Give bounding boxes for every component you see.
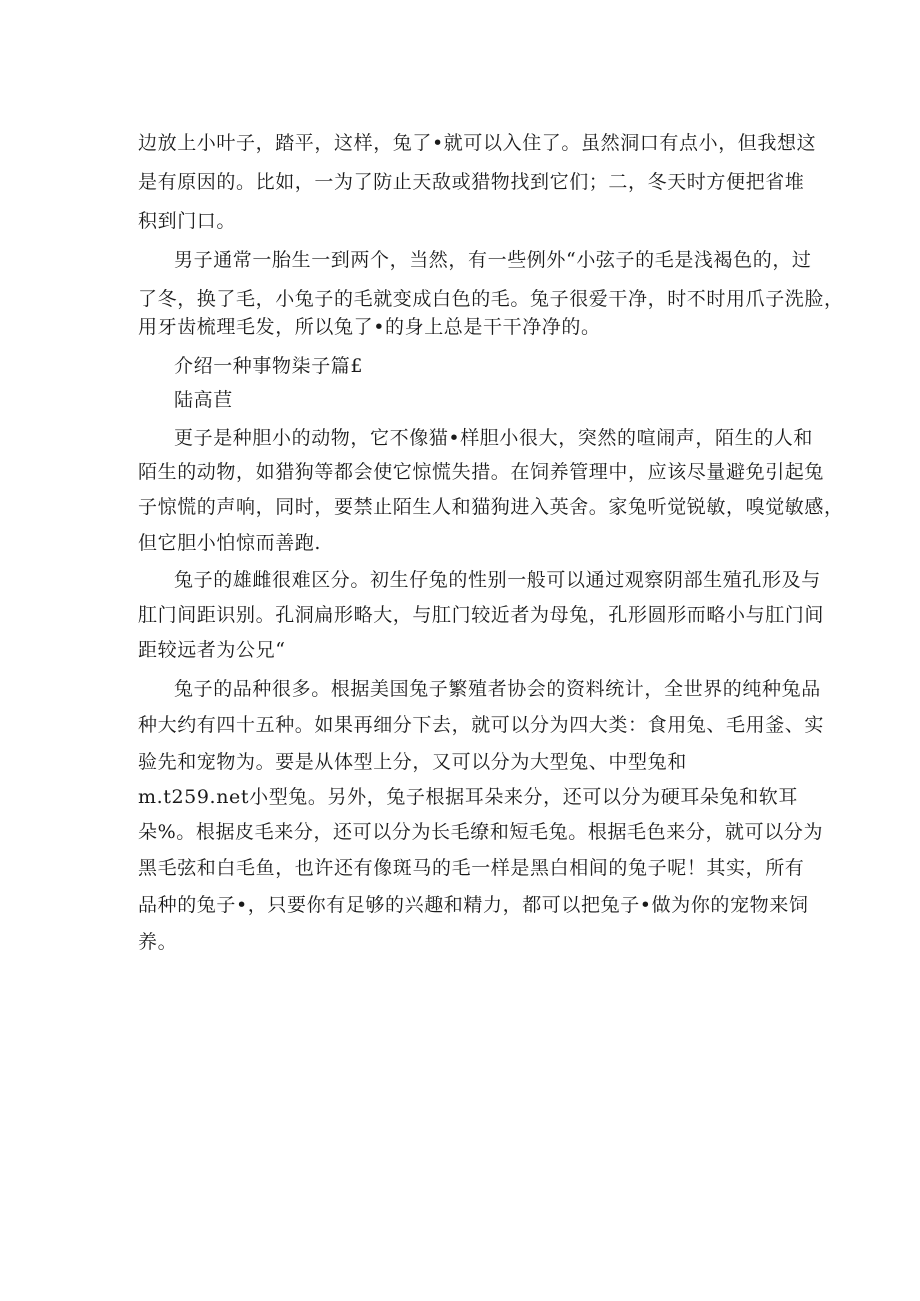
- text-line: 黑毛弦和白毛鱼，也许还有像斑马的毛一样是黑白相间的兔子呢！其实，所有: [138, 857, 805, 879]
- text-line: 验先和宠物为。要是从体型上分，又可以分为大型兔、中型兔和: [138, 751, 687, 773]
- text-line: 兔子的雄雌很难区分。初生仔兔的性别一般可以通过观察阴部生殖孔形及与: [174, 569, 821, 591]
- text-line: 种大约有四十五种。如果再细分下去，就可以分为四大类：食用兔、毛用釜、实: [138, 714, 825, 736]
- text-line: 用牙齿梳理毛发，所以兔了•的身上总是干干净净的。: [138, 316, 601, 338]
- text-line: 是有原因的。比如，一为了防止天敌或猎物找到它们；二，冬天时方便把省堆: [138, 171, 805, 193]
- text-line: 品种的兔子•，只要你有足够的兴趣和精力，都可以把兔子•做为你的宠物来饲: [138, 894, 809, 916]
- text-line: 更子是种胆小的动物，它不像猫•样胆小很大，突然的喧闹声，陌生的人和: [174, 427, 814, 449]
- text-line: 了冬，换了毛，小兔子的毛就变成白色的毛。兔子很爱干净，时不时用爪子洗脸，: [138, 288, 844, 310]
- text-line: 边放上小叶子，踏平，这样，兔了•就可以入住了。虽然洞口有点小，但我想这: [138, 132, 817, 154]
- text-line: 男子通常一胎生一到两个，当然，有一些例外“小弦子的毛是浅褐色的，过: [174, 249, 812, 271]
- section-heading: 介绍一种事物柒子篇£: [174, 355, 364, 377]
- text-line: 养。: [138, 931, 178, 953]
- text-line: 肛门间距识别。孔洞扁形略大，与肛门较近者为母兔，孔形圆形而略小与肛门间: [138, 604, 825, 626]
- author-name: 陆高苣: [174, 389, 233, 411]
- text-line: 朵%。根据皮毛来分，还可以分为长毛缭和短毛兔。根据毛色来分，就可以分为: [138, 821, 824, 843]
- text-line: 积到门口。: [138, 210, 237, 232]
- text-line: 子惊慌的声响，同时，要禁止陌生人和猫狗进入英舍。家兔听觉锐敏，嗅觉敏感，: [138, 496, 844, 518]
- text-line: m.t259.net小型兔。另外，兔子根据耳朵来分，还可以分为硬耳朵兔和软耳: [138, 786, 798, 808]
- text-line: 兔子的品种很多。根据美国兔子繁殖者协会的资料统计，全世界的纯种兔品: [174, 678, 821, 700]
- text-line: 距较远者为公兄“: [138, 639, 286, 661]
- text-line: 但它胆小怕惊而善跑.: [138, 532, 322, 554]
- text-line: 陌生的动物，如猎狗等都会使它惊慌失措。在饲养管理中，应该尽量避免引起兔: [138, 461, 825, 483]
